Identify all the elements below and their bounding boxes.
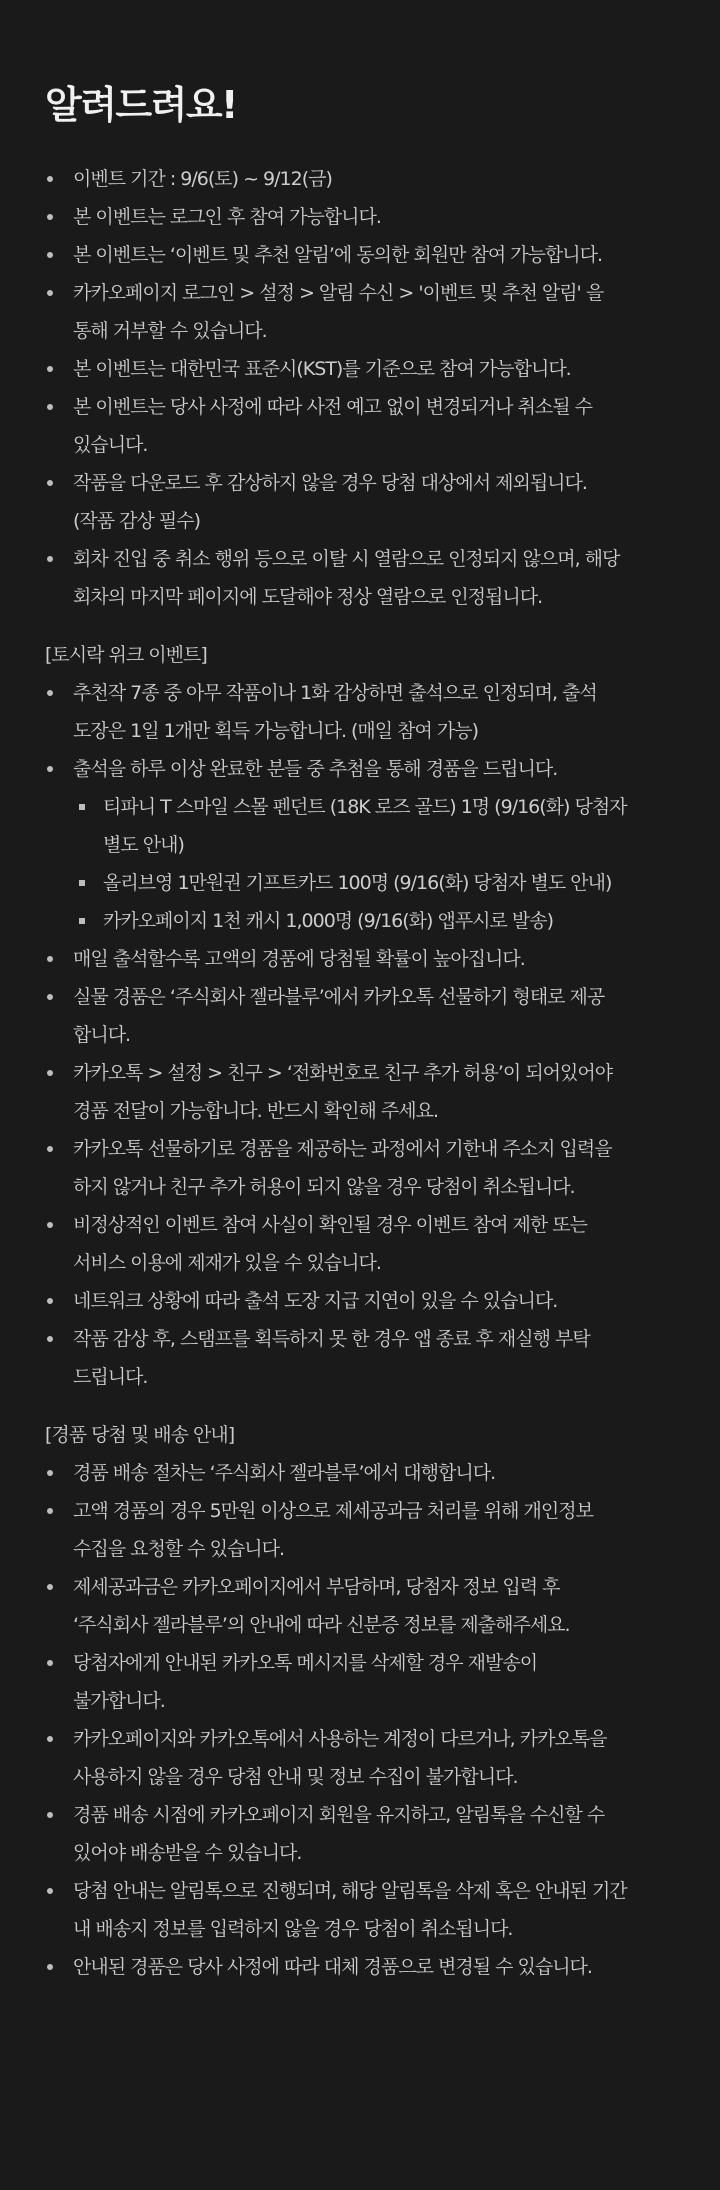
list-item	[45, 350, 668, 388]
list-item-line: 수집을 요청할 수 있습니다.	[73, 1538, 285, 1560]
list-item-line: 드립니다.	[73, 1366, 148, 1388]
list-item-line: 카카오페이지와 카카오톡에서 사용하는 계정이 다르거나, 카카오톡을	[73, 1728, 607, 1750]
list-item-line: 합니다.	[73, 1024, 131, 1046]
list-item-line: 하지 않거나 친구 추가 허용이 되지 않을 경우 당첨이 취소됩니다.	[73, 1176, 575, 1198]
list-item-line: 출석을 하루 이상 완료한 분들 중 추첨을 통해 경품을 드립니다.	[73, 758, 558, 780]
list-item-line: 경품 배송 시점에 카카오페이지 회원을 유지하고, 알림톡을 수신할 수	[73, 1804, 605, 1826]
list-item	[45, 160, 668, 198]
list-item	[45, 940, 668, 978]
list-item	[45, 1054, 668, 1130]
list-item-line: 안내된 경품은 당사 사정에 따라 대체 경품으로 변경될 수 있습니다.	[73, 1956, 592, 1978]
list-item-line: 경품 전달이 가능합니다. 반드시 확인해 주세요.	[73, 1100, 439, 1122]
general-notice-list	[45, 160, 668, 616]
list-item	[45, 388, 668, 464]
list-item	[45, 236, 668, 274]
list-item-line: 도장은 1일 1개만 획득 가능합니다. (매일 참여 가능)	[73, 720, 479, 742]
list-item-line: 제세공과금은 카카오페이지에서 부담하며, 당첨자 정보 입력 후	[73, 1576, 560, 1598]
list-item-line: 별도 안내)	[103, 834, 184, 856]
list-item-line: 내 배송지 정보를 입력하지 않을 경우 당첨이 취소됩니다.	[73, 1918, 513, 1940]
prize-item	[73, 902, 668, 940]
list-item	[45, 1492, 668, 1568]
prize-list	[73, 788, 668, 940]
list-item-line: 매일 출석할수록 고액의 경품에 당첨될 확률이 높아집니다.	[73, 948, 525, 970]
list-item	[45, 1568, 668, 1644]
toshirak-week-heading: [토시락 위크 이벤트]	[45, 644, 207, 666]
list-item	[45, 1872, 668, 1948]
list-item-line: 본 이벤트는 당사 사정에 따라 사전 예고 없이 변경되거나 취소될 수	[73, 396, 592, 418]
list-item-line: 올리브영 1만원권 기프트카드 100명 (9/16(화) 당첨자 별도 안내)	[103, 872, 612, 894]
list-item	[45, 1644, 668, 1720]
list-item-line: 카카오톡 > 설정 > 친구 > ‘전화번호로 친구 추가 허용’이 되어있어야	[73, 1062, 613, 1084]
prize-item	[73, 864, 668, 902]
list-item-line: 티파니 T 스마일 스몰 펜던트 (18K 로즈 골드) 1명 (9/16(화) 당첨자	[103, 796, 627, 818]
list-item	[45, 1948, 668, 1986]
list-item-line: 불가합니다.	[73, 1690, 165, 1712]
list-item-line: 통해 거부할 수 있습니다.	[73, 320, 267, 342]
list-item	[45, 978, 668, 1054]
page-title: 알려드려요!	[45, 83, 237, 127]
list-item-line: 경품 배송 절차는 ‘주식회사 젤라블루’에서 대행합니다.	[73, 1462, 496, 1484]
list-item	[45, 1454, 668, 1492]
list-item-line: 카카오페이지 1천 캐시 1,000명 (9/16(화) 앱푸시로 발송)	[103, 910, 554, 932]
list-item-line: 카카오페이지 로그인 > 설정 > 알림 수신 > '이벤트 및 추천 알림' 을	[73, 282, 604, 304]
list-item	[45, 198, 668, 236]
list-item	[45, 1320, 668, 1396]
list-item-line: 본 이벤트는 로그인 후 참여 가능합니다.	[73, 206, 381, 228]
list-item	[45, 274, 668, 350]
list-item	[45, 464, 668, 540]
list-item-line: 네트워크 상황에 따라 출석 도장 지급 지연이 있을 수 있습니다.	[73, 1290, 558, 1312]
prize-item	[73, 788, 668, 864]
list-item	[45, 1720, 668, 1796]
list-item-line: 본 이벤트는 ‘이벤트 및 추천 알림’에 동의한 회원만 참여 가능합니다.	[73, 244, 603, 266]
toshirak-week-list	[45, 674, 668, 940]
list-item-line: 비정상적인 이벤트 참여 사실이 확인될 경우 이벤트 참여 제한 또는	[73, 1214, 587, 1236]
list-item	[45, 1796, 668, 1872]
list-item	[45, 1206, 668, 1282]
list-item-line: (작품 감상 필수)	[73, 510, 201, 532]
list-item-line: 본 이벤트는 대한민국 표준시(KST)를 기준으로 참여 가능합니다.	[73, 358, 571, 380]
delivery-notice-list	[45, 1454, 668, 1986]
list-item-line: 있어야 배송받을 수 있습니다.	[73, 1842, 302, 1864]
list-item-line: 추천작 7종 중 아무 작품이나 1화 감상하면 출석으로 인정되며, 출석	[73, 682, 597, 704]
list-item	[45, 1282, 668, 1320]
list-item-line: 당첨자에게 안내된 카카오톡 메시지를 삭제할 경우 재발송이	[73, 1652, 538, 1674]
list-item-line: 고액 경품의 경우 5만원 이상으로 제세공과금 처리를 위해 개인정보	[73, 1500, 593, 1522]
list-item	[45, 750, 668, 940]
list-item-line: 작품 감상 후, 스탬프를 획득하지 못 한 경우 앱 종료 후 재실행 부탁	[73, 1328, 590, 1350]
toshirak-week-list-continued	[45, 940, 668, 1396]
list-item-line: 있습니다.	[73, 434, 148, 456]
list-item	[45, 540, 668, 616]
list-item-line: 사용하지 않을 경우 당첨 안내 및 정보 수집이 불가합니다.	[73, 1766, 518, 1788]
list-item	[45, 674, 668, 750]
list-item-line: 카카오톡 선물하기로 경품을 제공하는 과정에서 기한내 주소지 입력을	[73, 1138, 612, 1160]
list-item-line: 이벤트 기간 : 9/6(토) ~ 9/12(금)	[73, 168, 332, 190]
list-item-line: 회차의 마지막 페이지에 도달해야 정상 열람으로 인정됩니다.	[73, 586, 543, 608]
list-item-line: 회차 진입 중 취소 행위 등으로 이탈 시 열람으로 인정되지 않으며, 해당	[73, 548, 620, 570]
list-item-line: ‘주식회사 젤라블루’의 안내에 따라 신분증 정보를 제출해주세요.	[73, 1614, 570, 1636]
list-item	[45, 1130, 668, 1206]
list-item-line: 서비스 이용에 제재가 있을 수 있습니다.	[73, 1252, 381, 1274]
delivery-heading: [경품 당첨 및 배송 안내]	[45, 1424, 235, 1446]
list-item-line: 실물 경품은 ‘주식회사 젤라블루’에서 카카오톡 선물하기 형태로 제공	[73, 986, 605, 1008]
list-item-line: 작품을 다운로드 후 감상하지 않을 경우 당첨 대상에서 제외됩니다.	[73, 472, 587, 494]
list-item-line: 당첨 안내는 알림톡으로 진행되며, 해당 알림톡을 삭제 혹은 안내된 기간	[73, 1880, 627, 1902]
